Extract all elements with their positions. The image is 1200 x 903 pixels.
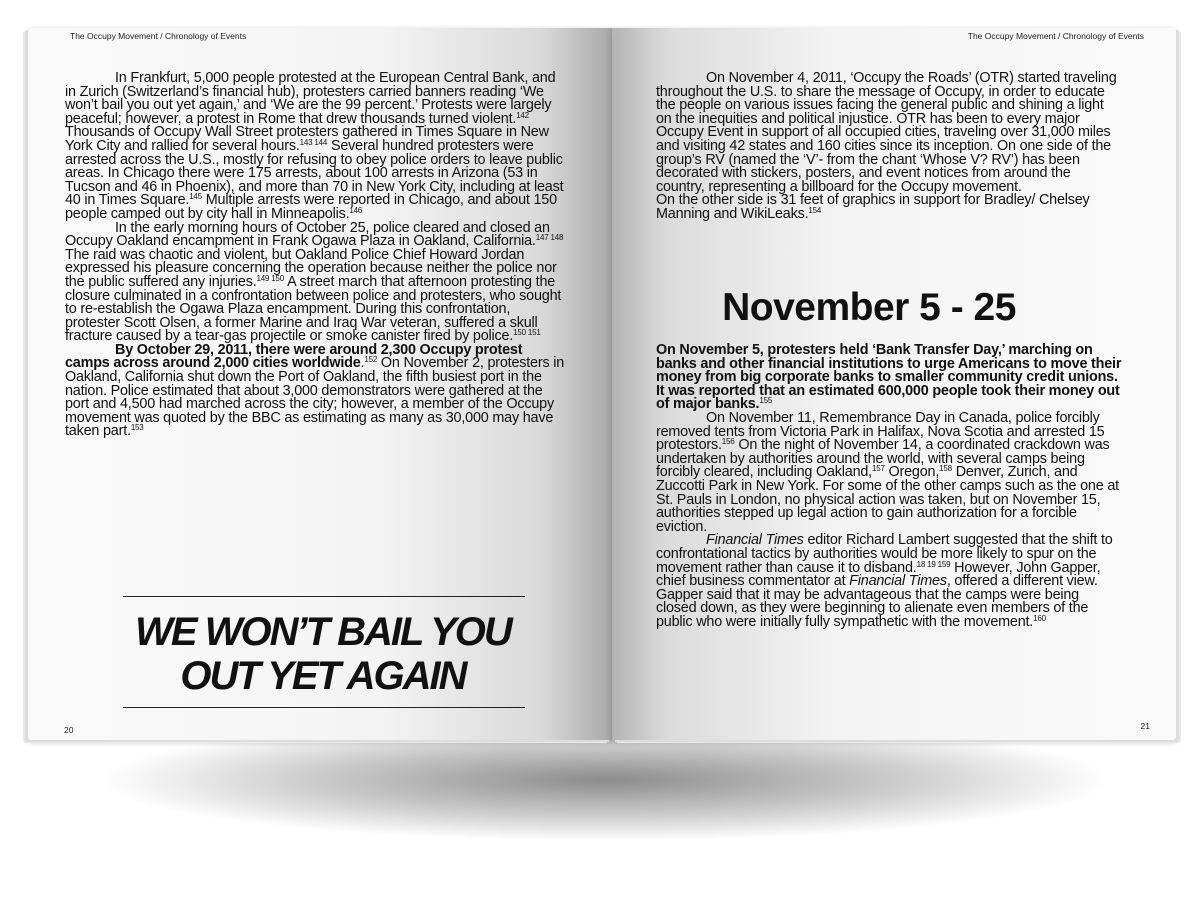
footnote-ref[interactable]: 150 151 [513,328,541,338]
page-number: 21 [1140,721,1150,731]
footnote-ref[interactable]: 157 [871,464,885,474]
running-head: The Occupy Movement / Chronology of Events [70,31,247,41]
footnote-ref[interactable]: 149 150 [256,273,285,283]
running-head: The Occupy Movement / Chronology of Events [967,31,1144,41]
footnote-ref[interactable]: 155 [759,396,773,406]
right-page [612,28,1176,740]
right-intro-text [656,72,1122,222]
footnote-ref[interactable]: 142 [516,110,529,120]
page-number: 20 [64,725,74,735]
footnote-ref[interactable]: 146 [349,205,363,215]
footnote-ref[interactable]: 143 144 [299,137,328,147]
footnote-ref[interactable]: 154 [808,205,822,215]
left-page [28,28,612,740]
right-body-text [656,344,1122,629]
footnote-ref[interactable]: 152 [364,355,378,365]
paragraph: On the other side is 31 feet of graphics in support for Bradley/ Chelsey Manning and WikiLeaks.$^{154}$ [656,192,1090,222]
footnote-ref[interactable]: 153 [130,423,144,433]
left-body-text [65,72,565,439]
paragraph: In Frankfurt, 5,000 people protested at the European Central Bank, and in Zurich (Switzerland’s financial hub), protesters carried banners reading ‘We won’t bail you out yet again,’ and ‘We are the 99 percent.’ Protests were largely peaceful; however, a protest in Rome that drew thousands turned violent.$^{142}$ Thousands of Occupy Wall Street protesters gathered in Times Square in New York City and rallied for several hours.$^{143 144}$ Several hundred protesters were arrested across the U.S., mostly for refusing to obey police orders to leave public areas. In Chicago there were 175 arrests, about 100 arrests in Arizona (53 in Tucson and 46 in Phoenix), and more than 70 in New York City, including at least 40 in Times Square.$^{145}$ Multiple arrests were reported in Chicago, and about 150 people camped out by city hall in Minneapolis.$^{146}$ [65,70,564,222]
lead-paragraph: On November 5, protesters held ‘Bank Transfer Day,’ marching on banks and other financial institutions to urge Americans to move their money from big corporate banks to smaller community credit unions. It was reported that an estimated 600,000 people took their money out of major banks.$^{155}$ [656,342,1122,413]
pull-quote-rule-top [123,596,525,597]
footnote-ref[interactable]: 158 [939,464,952,474]
footnote-ref[interactable]: 147 148 [535,233,564,243]
footnote-ref[interactable]: 18 19 159 [916,559,951,569]
pull-quote: WE WON’T BAIL YOU OUT YET AGAIN [135,610,511,698]
footnote-ref[interactable]: 145 [189,192,202,202]
paragraph: In the early morning hours of October 25, police cleared and closed an Occupy Oakland encampment in Frank Ogawa Plaza in Oakland, California.$^{147 148}$ The raid was chaotic and violent, but Oakland Police Chief Howard Jordan expressed his pleasure concerning the operation because neither the police nor the public suffered any injuries.$^{149 150}$ A street march that afternoon protesting the closure culminated in a confrontation between police and protesters, who sought to re-establish the Ogawa Plaza encampment. During this confrontation, protester Scott Olsen, a former Marine and Iraq War veteran, suffered a skull fracture caused by a tear-gas projectile or smoke canister fired by police.$^{150 151}$ [65,219,564,345]
section-heading: November 5 - 25 [722,286,1016,329]
paragraph: By October 29, 2011, there were around 2,300 Occupy protest camps across around 2,000 cities worldwide.$^{152}$ On November 2, protesters in Oakland, California shut down the Port of Oakland, the fifth busiest port in the nation. Police estimated that about 3,000 demonstrators were gathered at the port and 4,500 had marched across the city; however, a member of the Occupy movement was quoted by the BBC as estimating as many as 30,000 may have taken part.$^{153}$ [65,341,565,440]
footnote-ref[interactable]: 156 [721,437,735,447]
pull-quote-rule-bottom [123,707,525,708]
paragraph: Financial Times editor Richard Lambert suggested that the shift to confrontational tactics by authorities would be more likely to spur on the movement rather than cause it to disband.$^{18 19 159}$ However, John Gapper, chief business commentator at Financial Times, offered a different view. Gapper said that it may be advantageous that the camps were being closed down, as they were beginning to alienate even members of the public who were initially fully sympathetic with the movement.$^{160}$ [656,532,1113,630]
footnote-ref[interactable]: 160 [1033,613,1046,623]
paragraph: On November 11, Remembrance Day in Canada, police forcibly removed tents from Victoria Park in Halifax, Nova Scotia and arrested 15 protestors.$^{156}$ On the night of November 14, a coordinated crackdown was undertaken by authorities around the world, with several camps being forcibly cleared, including Oakland,$^{157}$ Oregon,$^{158}$ Denver, Zurich, and Zuccotti Park in New York. For some of the other camps such as the one at St. Pauls in London, no physical action was taken, but on November 15, authorities stepped up legal action to gain authorization for a forcible eviction. [656,409,1119,535]
paragraph: On November 4, 2011, ‘Occupy the Roads’ (OTR) started traveling throughout the U.S. to share the message of Occupy, in order to educate the people on various issues facing the general public and shining a light on the inequities and political injustice. OTR has been to every major Occupy Event in support of all occupied cities, traveling over 31,000 miles and visiting 42 states and 160 cities since its inception. On one side of the group’s RV (named the ‘V’- from the chant ‘Whose V? RV’) has been decorated with stickers, posters, and event notices from around the country, representing a billboard for the Occupy movement. [656,70,1117,195]
